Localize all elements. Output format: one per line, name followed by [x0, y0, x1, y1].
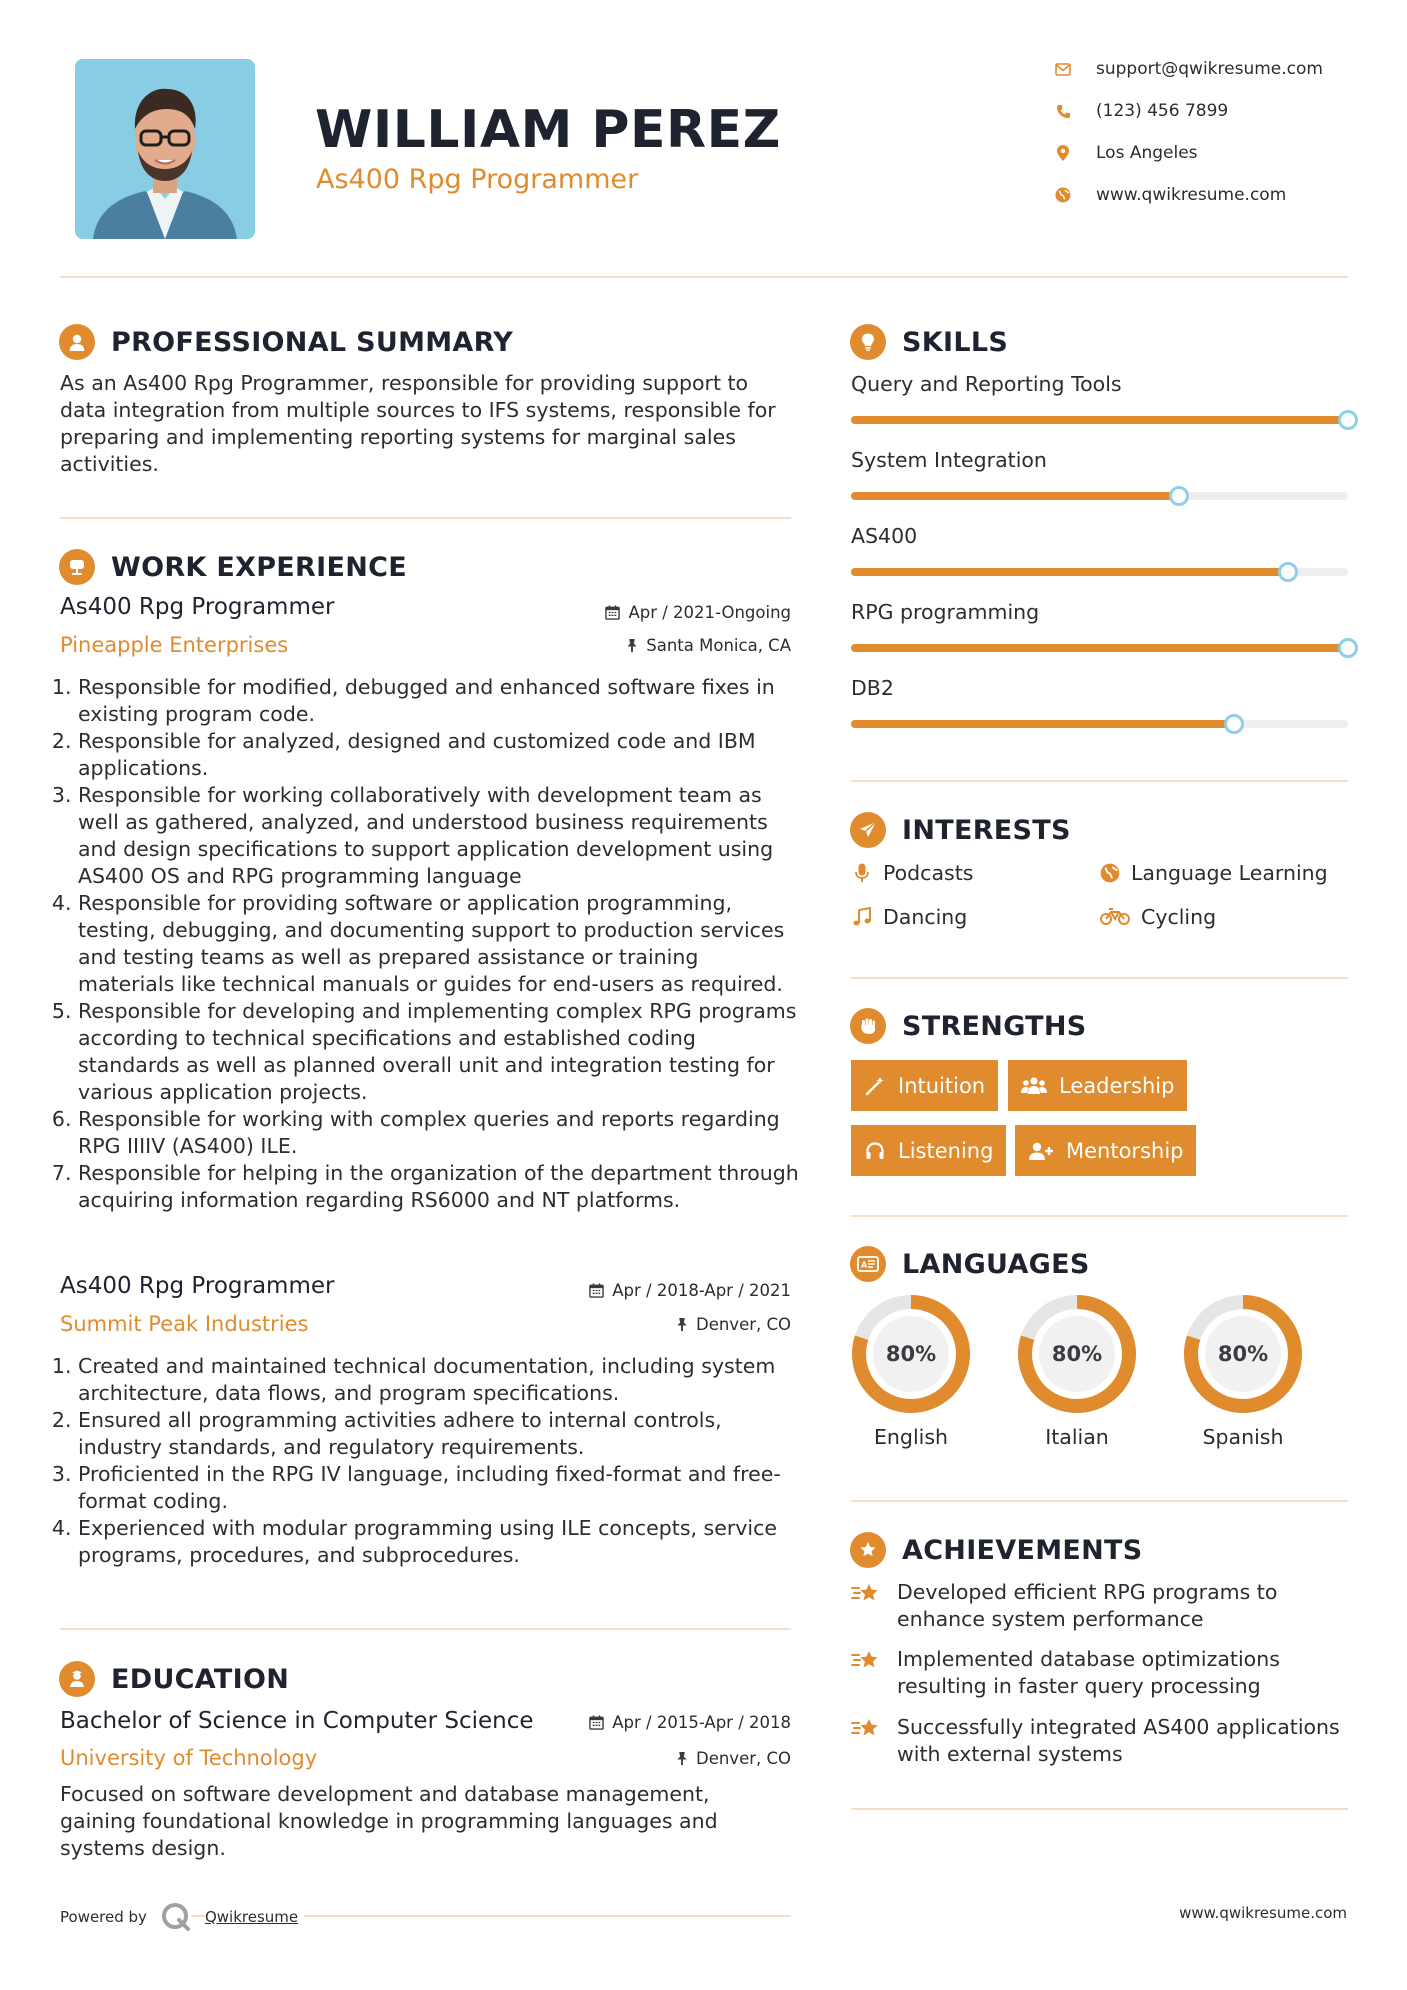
skill-fill [851, 492, 1179, 500]
languages-title: LANGUAGES [902, 1248, 1090, 1280]
strengths-title: STRENGTHS [902, 1010, 1087, 1042]
job-1-dates-text: Apr / 2021-Ongoing [628, 603, 791, 622]
pushpin-icon [626, 638, 638, 653]
job-2-company: Summit Peak Industries [60, 1312, 309, 1336]
skill-fill [851, 720, 1234, 728]
skill-row [851, 600, 1348, 676]
skill-track [851, 568, 1348, 576]
magic-wand-icon [864, 1075, 886, 1097]
duty-item: 6. Responsible for working with complex queries and reports regarding RPG IIIIV (AS400) ILE. [78, 1106, 800, 1160]
skill-label: DB2 [851, 676, 894, 700]
interest-label: Podcasts [883, 861, 974, 885]
achievement-item [851, 1579, 1351, 1633]
education-dates-text: Apr / 2015-Apr / 2018 [612, 1713, 791, 1732]
skills-section-header [850, 322, 1008, 362]
job-1-location [626, 636, 791, 655]
duty-item: 2. Ensured all programming activities adhere to internal controls, industry standards, and regulatory requirements. [78, 1407, 800, 1461]
job-1-title: As400 Rpg Programmer [60, 594, 335, 620]
education-section-header [59, 1659, 289, 1699]
map-pin-icon [1054, 144, 1072, 162]
candidate-name: WILLIAM PEREZ [315, 100, 781, 160]
calendar-icon [605, 605, 620, 620]
globe-icon [1099, 862, 1121, 884]
graduate-icon [59, 1661, 95, 1697]
skill-level-knob [1169, 486, 1189, 506]
skill-label: System Integration [851, 448, 1047, 472]
duty-item: 3. Proficiented in the RPG IV language, including fixed-format and free-format coding. [78, 1461, 800, 1515]
education-location-text: Denver, CO [695, 1749, 791, 1768]
skill-row [851, 676, 1348, 752]
skill-track [851, 416, 1348, 424]
interest-dancing [851, 902, 967, 932]
interest-label: Language Learning [1131, 861, 1328, 885]
microphone-icon [851, 862, 873, 884]
language-item [1016, 1293, 1138, 1449]
powered-by-label: Powered by [60, 1908, 161, 1926]
contact-website[interactable] [1054, 180, 1354, 210]
bicycle-icon [1099, 906, 1131, 928]
language-ring [1182, 1293, 1304, 1415]
interests-title: INTERESTS [902, 814, 1071, 846]
summary-text: As an As400 Rpg Programmer, responsible for providing support to data integration from multiple sources to IFS systems, responsible for preparing and implementing reporting systems for marginal sales activities. [60, 371, 776, 476]
skill-level-knob [1278, 562, 1298, 582]
contact-phone-text: (123) 456 7899 [1096, 101, 1229, 121]
education-text: Focused on software development and database management, gaining foundational knowledge in programming languages and systems design. [60, 1782, 718, 1860]
languages-section-header [850, 1244, 1090, 1284]
languages-divider [851, 1500, 1348, 1502]
duty-item: 2. Responsible for analyzed, designed and customized code and IBM applications. [78, 728, 800, 782]
contact-location-text: Los Angeles [1096, 143, 1198, 163]
strength-leadership [1008, 1060, 1187, 1111]
strength-label: Mentorship [1066, 1138, 1184, 1163]
contact-website-text: www.qwikresume.com [1096, 185, 1287, 205]
language-percent: 80% [1217, 1342, 1269, 1366]
candidate-role: As400 Rpg Programmer [316, 164, 639, 195]
skill-label: AS400 [851, 524, 918, 548]
job-2-title: As400 Rpg Programmer [60, 1273, 335, 1299]
skill-label: Query and Reporting Tools [851, 372, 1122, 396]
shooting-star-icon [851, 1579, 883, 1609]
education-title: EDUCATION [111, 1663, 290, 1695]
skill-row [851, 372, 1348, 448]
job-2-duties [60, 1353, 800, 1569]
strength-label: Leadership [1059, 1073, 1175, 1098]
globe-icon [1054, 186, 1072, 204]
strengths-divider [851, 1215, 1348, 1217]
shooting-star-icon [851, 1646, 883, 1676]
experience-section-header [59, 547, 407, 587]
skills-divider [851, 780, 1348, 782]
achievement-item [851, 1714, 1351, 1768]
experience-title: WORK EXPERIENCE [111, 551, 407, 583]
achievements-divider [851, 1808, 1348, 1810]
skill-track [851, 720, 1348, 728]
briefcase-icon [59, 549, 95, 585]
language-name: Italian [1045, 1425, 1109, 1449]
language-ring [850, 1293, 972, 1415]
skill-fill [851, 568, 1288, 576]
education-school: University of Technology [60, 1746, 318, 1770]
profile-photo [75, 59, 255, 239]
achievement-text: Developed efficient RPG programs to enhance system performance [897, 1580, 1278, 1631]
music-note-icon [851, 906, 873, 928]
duty-item: 3. Responsible for working collaboratively with development team as well as gathered, analyzed, and understood business requirements and design specifications to support application development using AS400 OS and RPG programming language [78, 782, 800, 890]
skills-title: SKILLS [902, 326, 1009, 358]
duty-item: 4. Responsible for providing software or application programming, testing, debugging, and documenting support to production services and testing teams as well as prepared assistance or training materials like technical manuals or guides for end-users as required. [78, 890, 800, 998]
achievement-text: Successfully integrated AS400 applications with external systems [897, 1715, 1340, 1766]
language-name: Spanish [1202, 1425, 1284, 1449]
languages-list [850, 1293, 1330, 1463]
calendar-icon [589, 1715, 604, 1730]
job-1-dates [605, 603, 791, 622]
job-2-location [676, 1315, 791, 1334]
envelope-icon [1054, 60, 1072, 78]
achievements-section-header [850, 1530, 1143, 1570]
footer-powered-by [60, 1902, 304, 1932]
pushpin-icon [676, 1317, 688, 1332]
contact-email[interactable] [1054, 54, 1354, 84]
education-location [676, 1749, 791, 1768]
duty-item: 5. Responsible for developing and implementing complex RPG programs according to technical specifications and established coding standards as well as planned overall unit and integration testing for various application projects. [78, 998, 800, 1106]
header-divider [60, 276, 1348, 278]
interests-section-header [850, 810, 1071, 850]
contact-phone[interactable] [1054, 96, 1354, 126]
skill-level-knob [1224, 714, 1244, 734]
skill-row [851, 448, 1348, 524]
job-2-dates-text: Apr / 2018-Apr / 2021 [612, 1281, 791, 1300]
qwikresume-logo-icon [161, 1902, 191, 1932]
language-ring [1016, 1293, 1138, 1415]
lightbulb-icon [850, 324, 886, 360]
interest-language-learning [1099, 858, 1328, 888]
strengths-section-header [850, 1006, 1087, 1046]
job-1-duties [60, 674, 800, 1214]
shooting-star-icon [851, 1714, 883, 1744]
interest-label: Cycling [1141, 905, 1217, 929]
language-item [850, 1293, 972, 1449]
contact-location [1054, 138, 1354, 168]
strength-listening [851, 1125, 1006, 1176]
achievement-text: Implemented database optimizations resulting in faster query processing [897, 1647, 1280, 1698]
job-1-company: Pineapple Enterprises [60, 633, 289, 657]
language-name: English [873, 1425, 949, 1449]
fist-icon [850, 1008, 886, 1044]
interest-cycling [1099, 902, 1216, 932]
duty-item: 1. Responsible for modified, debugged and enhanced software fixes in existing program code. [78, 674, 800, 728]
achievements-title: ACHIEVEMENTS [902, 1534, 1143, 1566]
skill-track [851, 644, 1348, 652]
strength-label: Listening [898, 1138, 994, 1163]
duty-item: 7. Responsible for helping in the organization of the department through acquiring information regarding RS6000 and NT platforms. [78, 1160, 800, 1214]
contact-email-text: support@qwikresume.com [1096, 59, 1323, 79]
job-2-location-text: Denver, CO [695, 1315, 791, 1334]
skill-level-knob [1338, 638, 1358, 658]
skill-label: RPG programming [851, 600, 1040, 624]
education-dates [589, 1713, 791, 1732]
interest-podcasts [851, 858, 973, 888]
summary-title: PROFESSIONAL SUMMARY [111, 326, 514, 358]
duty-item: 4. Experienced with modular programming using ILE concepts, service programs, procedures, and subprocedures. [78, 1515, 800, 1569]
job-2-dates [589, 1281, 791, 1300]
experience-divider [60, 1628, 791, 1630]
achievement-item [851, 1646, 1351, 1700]
user-icon [59, 324, 95, 360]
skill-row [851, 524, 1348, 600]
id-card-icon [850, 1246, 886, 1282]
headphones-icon [864, 1140, 886, 1162]
skill-fill [851, 644, 1348, 652]
skill-fill [851, 416, 1348, 424]
user-plus-icon [1028, 1140, 1054, 1162]
strength-label: Intuition [898, 1073, 986, 1098]
users-icon [1021, 1075, 1047, 1097]
summary-section-header [59, 322, 513, 362]
language-percent: 80% [1051, 1342, 1103, 1366]
calendar-icon [589, 1283, 604, 1298]
duty-item: 1. Created and maintained technical documentation, including system architecture, data flows, and program specifications. [78, 1353, 800, 1407]
interest-label: Dancing [883, 905, 968, 929]
medal-icon [850, 1532, 886, 1568]
summary-divider [60, 517, 791, 519]
strength-mentorship [1015, 1125, 1196, 1176]
skill-track [851, 492, 1348, 500]
footer-website[interactable]: www.qwikresume.com [1179, 1904, 1347, 1922]
job-1-location-text: Santa Monica, CA [646, 636, 791, 655]
language-item [1182, 1293, 1304, 1449]
svg-text:A: A [861, 1260, 868, 1270]
strength-intuition [851, 1060, 998, 1111]
pushpin-icon [676, 1751, 688, 1766]
qwikresume-link[interactable]: Qwikresume [205, 1908, 304, 1926]
language-percent: 80% [885, 1342, 937, 1366]
interests-divider [851, 977, 1348, 979]
paper-plane-icon [850, 812, 886, 848]
phone-icon [1054, 102, 1072, 120]
education-degree: Bachelor of Science in Computer Science [60, 1708, 534, 1734]
skill-level-knob [1338, 410, 1358, 430]
